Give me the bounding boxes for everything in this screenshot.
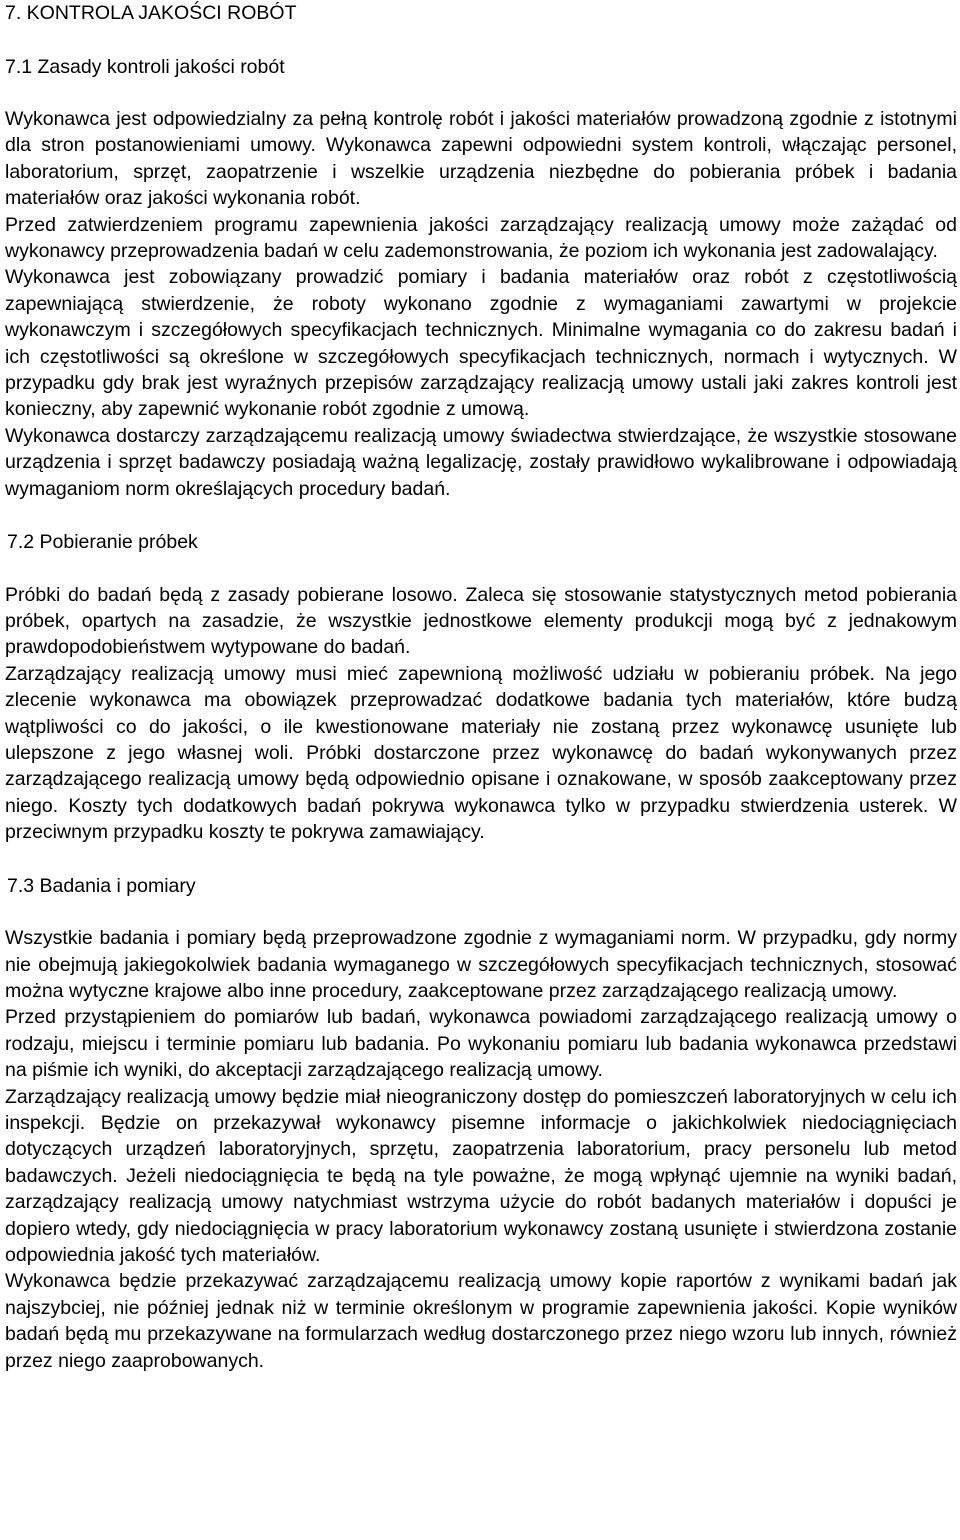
section-title: 7. KONTROLA JAKOŚCI ROBÓT bbox=[5, 2, 297, 24]
subsection-7-2-body bbox=[5, 582, 957, 846]
subsection-title-7-2: 7.2 Pobieranie próbek bbox=[7, 531, 198, 554]
paragraph: Wykonawca dostarczy zarządzającemu realizacją umowy świadectwa stwierdzające, że wszystkie stosowane urządzenia i sprzęt badawczy posiadają ważną legalizację, zostały prawidłowo wykalibrowane i odpowiadają wymaganiom norm określających procedury badań. bbox=[5, 424, 957, 500]
paragraph: Zarządzający realizacją umowy będzie miał nieograniczony dostęp do pomieszczeń laboratoryjnych w celu ich inspekcji. Będzie on przekazywał wykonawcy pisemne informacje o jakichkolwiek niedociągnięciach dotyczących urządzeń laboratoryjnych, sprzętu, zaopatrzenia laboratorium, pracy personelu lub metod badawczych. Jeżeli niedociągnięcia te będą na tyle poważne, że mogą wpłynąć ujemnie na wyniki badań, zarządzający realizacją umowy natychmiast wstrzyma użycie do robót badanych materiałów i dopuści je dopiero wtedy, gdy niedociągnięcia w pracy laboratorium wykonawcy zostaną usunięte i stwierdzona zostanie odpowiednia jakość tych materiałów. bbox=[5, 1085, 957, 1267]
subsection-title-7-1: 7.1 Zasady kontroli jakości robót bbox=[5, 55, 285, 78]
subsection-7-1-body bbox=[5, 106, 957, 502]
paragraph: Zarządzający realizacją umowy musi mieć zapewnioną możliwość udziału w pobieraniu próbek. Na jego zlecenie wykonawca ma obowiązek przeprowadzać dodatkowe badania tych materiałów, które budzą wątpliwości co do jakości, o ile kwestionowane materiały nie zostaną przez wykonawcę usunięte lub ulepszone z jego własnej woli. Próbki dostarczone przez wykonawcę do badań wykonywanych przez zarządzającego realizacją umowy będą odpowiednio opisane i oznakowane, w sposób zaakceptowany przez niego. Koszty tych dodatkowych badań pokrywa wykonawca tylko w przypadku stwierdzenia usterek. W przeciwnym przypadku koszty te pokrywa zamawiający. bbox=[5, 662, 957, 844]
paragraph: Wykonawca jest odpowiedzialny za pełną kontrolę robót i jakości materiałów prowadzoną zgodnie z istotnymi dla stron postanowieniami umowy. Wykonawca zapewni odpowiedni system kontroli, włączając personel, laboratorium, sprzęt, zaopatrzenie i wszelkie urządzenia niezbędne do pobierania próbek i badania materiałów oraz jakości wykonania robót. bbox=[5, 108, 957, 210]
paragraph: Próbki do badań będą z zasady pobierane losowo. Zaleca się stosowanie statystycznych metod pobierania próbek, opartych na zasadzie, że wszystkie jednostkowe elementy produkcji mogą być z jednakowym prawdopodobieństwem wytypowane do badań. bbox=[5, 583, 957, 659]
paragraph: Wszystkie badania i pomiary będą przeprowadzone zgodnie z wymaganiami norm. W przypadku, gdy normy nie obejmują jakiegokolwiek badania wymaganego w szczegółowych specyfikacjach technicznych, stosować można wytyczne krajowe albo inne procedury, zaakceptowane przez zarządzającego realizacją umowy. bbox=[5, 927, 957, 1002]
subsection-title-7-3: 7.3 Badania i pomiary bbox=[7, 874, 196, 897]
subsection-7-3-body bbox=[5, 925, 957, 1374]
paragraph: Wykonawca będzie przekazywać zarządzającemu realizacją umowy kopie raportów z wynikami badań jak najszybciej, nie później jednak niż w terminie określonym w programie zapewnienia jakości. Kopie wyników badań będą mu przekazywane na formularzach według dostarczonego przez niego wzoru lub innych, również przez niego zaaprobowanych. bbox=[5, 1270, 957, 1372]
paragraph: Przed przystąpieniem do pomiarów lub badań, wykonawca powiadomi zarządzającego realizacją umowy o rodzaju, miejscu i terminie pomiaru lub badania. Po wykonaniu pomiaru lub badania wykonawca przedstawi na piśmie ich wyniki, do akceptacji zarządzającego realizacją umowy. bbox=[5, 1006, 957, 1082]
document-page bbox=[5, 0, 957, 1374]
paragraph: Przed zatwierdzeniem programu zapewnienia jakości zarządzający realizacją umowy może zażądać od wykonawcy przeprowadzenia badań w celu zademonstrowania, że poziom ich wykonania jest zadowalający. bbox=[5, 213, 957, 263]
paragraph: Wykonawca jest zobowiązany prowadzić pomiary i badania materiałów oraz robót z częstotliwością zapewniającą stwierdzenie, że roboty wykonano zgodnie z wymaganiami zawartymi w projekcie wykonawczym i szczegółowych specyfikacjach technicznych. Minimalne wymagania co do zakresu badań i ich częstotliwości są określone w szczegółowych specyfikacjach technicznych, normach i wytycznych. W przypadku gdy brak jest wyraźnych przepisów zarządzający realizacją umowy ustali jaki zakres kontroli jest konieczny, aby zapewnić wykonanie robót zgodnie z umową. bbox=[5, 266, 957, 421]
